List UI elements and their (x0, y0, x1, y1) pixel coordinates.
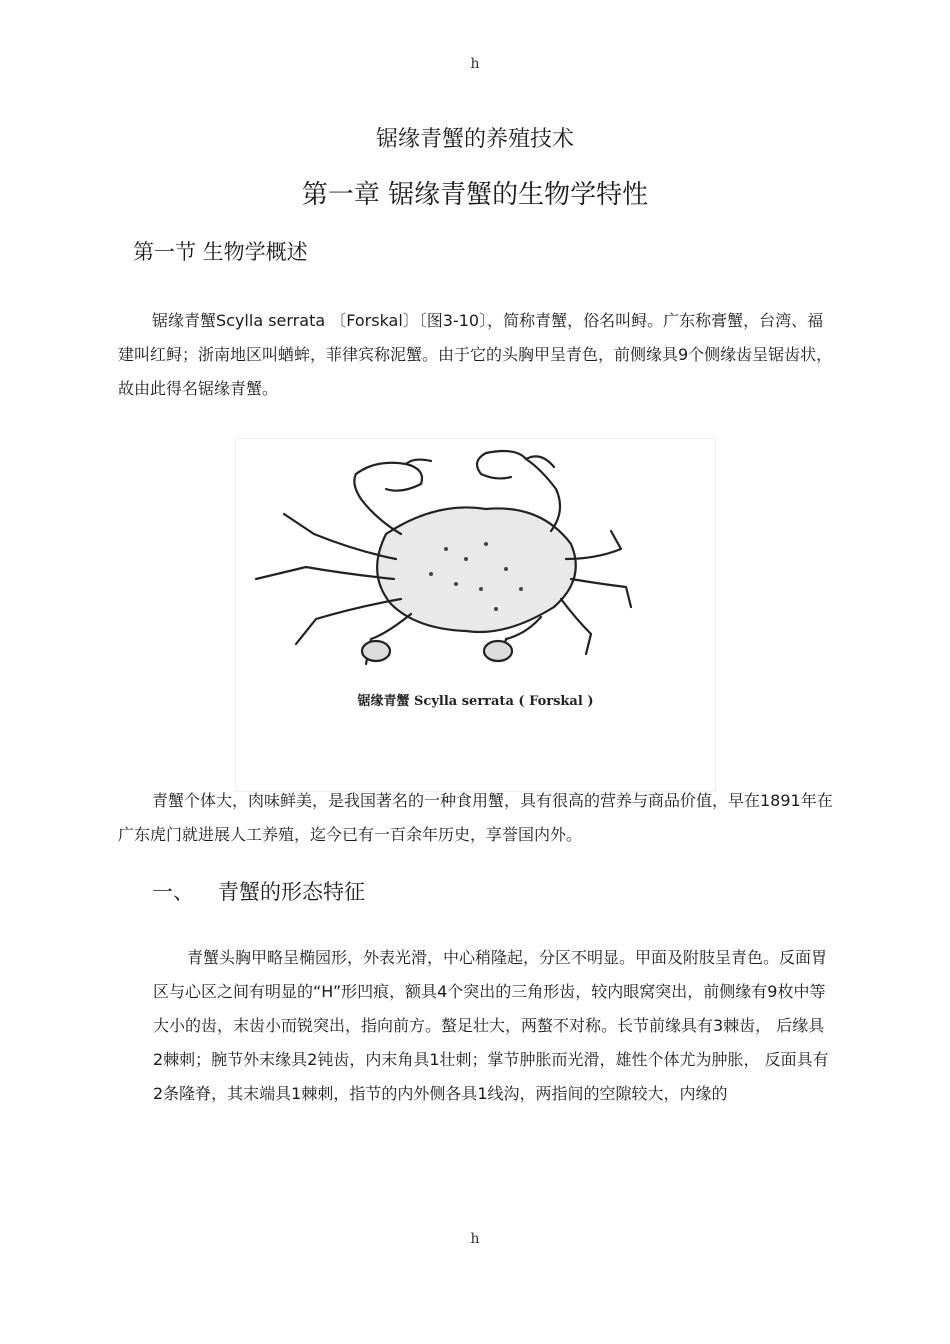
crab-figure (235, 438, 716, 792)
section-title: 第一节 生物学概述 (133, 240, 308, 264)
page-header: h (470, 56, 480, 72)
subsection-title: 青蟹的形态特征 (218, 880, 365, 904)
paragraph-value: 青蟹个体大，肉味鲜美，是我国著名的一种食用蟹，具有很高的营养与商品价值，早在1891年在广东虎门就进展人工养殖，迄今已有一百余年历史，享誉国内外。 (118, 791, 833, 844)
chapter-title: 第一章 锯缘青蟹的生物学特性 (301, 180, 649, 210)
figure-caption: 锯缘青蟹 Scylla serrata ( Forskal ) (357, 694, 594, 709)
paragraph-intro: 锯缘青蟹Scylla serrata 〔Forskal〕〔图3-10〕，简称青蟹，俗名叫鲟。广东称膏蟹，台湾、福建叫红鲟；浙南地区叫蝤蛑，菲律宾称泥蟹。由于它的头胸甲呈青色，前侧缘具9个侧缘齿呈锯齿状，故由此得名锯缘青蟹。 (118, 311, 833, 398)
paragraph-morphology: 青蟹头胸甲略呈椭园形，外表光滑，中心稍隆起，分区不明显。甲面及附肢呈青色。反面胃区与心区之间有明显的“H”形凹痕，额具4个突出的三角形齿，较内眼窝突出，前侧缘有9枚中等大小的齿，末齿小而锐突出，指向前方。螯足壮大，两螯不对称。长节前缘具有3棘齿， 后缘具2棘刺；腕节外末缘具2钝齿，内末角具1壮刺；掌节肿胀而光滑，雄性个体尤为肿胀， 反面具有2条隆脊，其末端具1棘刺，指节的内外侧各具1线沟，两指间的空隙较大，内缘的 (153, 948, 829, 1103)
subsection-number: 一、 (152, 880, 194, 904)
document-title: 锯缘青蟹的养殖技术 (375, 127, 574, 152)
crab-illustration (236, 439, 715, 791)
subsection-heading (152, 876, 365, 906)
page-footer: h (470, 1231, 480, 1247)
